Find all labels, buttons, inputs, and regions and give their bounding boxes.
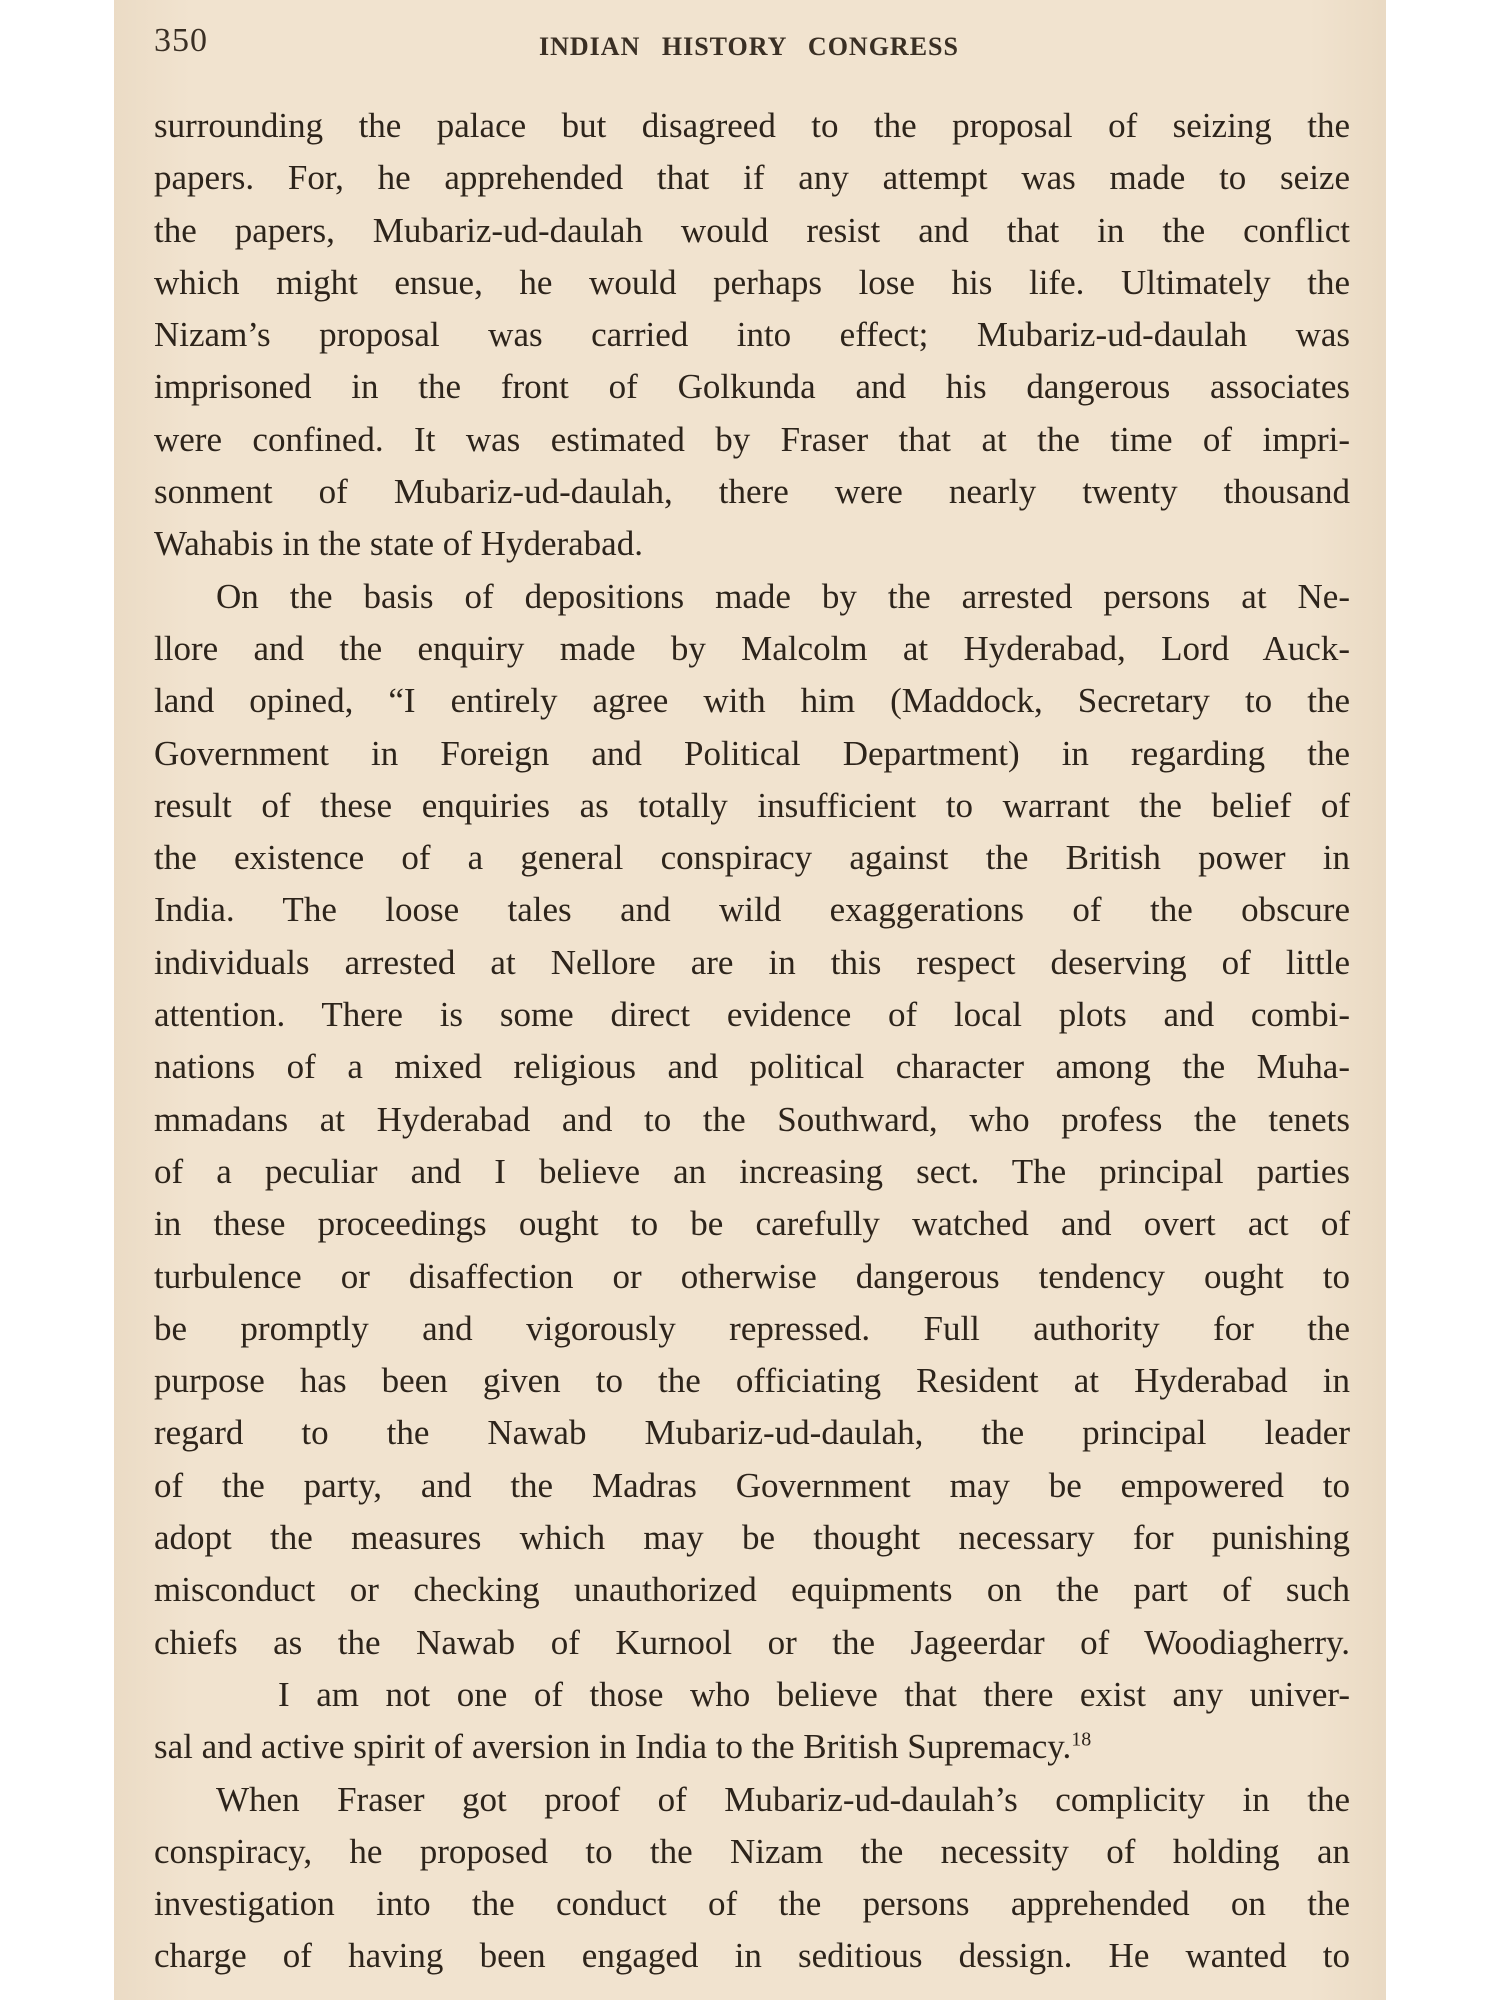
text-line: chiefs as the Nawab of Kurnool or the Jageerdar of Woodiagherry. bbox=[154, 1622, 1350, 1662]
text-line: adopt the measures which may be thought necessary for punishing bbox=[154, 1518, 1350, 1558]
text-line: attention. There is some direct evidence of local plots and combi- bbox=[154, 995, 1350, 1035]
text-line: llore and the enquiry made by Malcolm at Hyderabad, Lord Auck- bbox=[154, 628, 1350, 668]
text-line: individuals arrested at Nellore are in this respect deserving of little bbox=[154, 942, 1350, 982]
text-line: were confined. It was estimated by Fraser that at the time of impri- bbox=[154, 419, 1350, 459]
text-line: India. The loose tales and wild exaggerations of the obscure bbox=[154, 890, 1350, 930]
footnote-marker: 18 bbox=[1071, 1728, 1092, 1751]
text-line: of a peculiar and I believe an increasing sect. The principal parties bbox=[154, 1151, 1350, 1191]
text-line: papers. For, he apprehended that if any attempt was made to seize bbox=[154, 158, 1350, 198]
text-line: On the basis of depositions made by the arrested persons at Ne- bbox=[216, 576, 1350, 616]
text-line: be promptly and vigorously repressed. Full authority for the bbox=[154, 1308, 1350, 1348]
text-line-content: sal and active spirit of aversion in India to the British Supremacy. bbox=[154, 1727, 1072, 1767]
text-line: I am not one of those who believe that there exist any univer- bbox=[278, 1674, 1350, 1714]
text-line: of the party, and the Madras Government may be empowered to bbox=[154, 1465, 1350, 1505]
text-line: result of these enquiries as totally insufficient to warrant the belief of bbox=[154, 785, 1350, 825]
text-line: sonment of Mubariz-ud-daulah, there were nearly twenty thousand bbox=[154, 472, 1350, 512]
text-line: in these proceedings ought to be carefully watched and overt act of bbox=[154, 1204, 1350, 1244]
text-line: regard to the Nawab Mubariz-ud-daulah, the principal leader bbox=[154, 1413, 1350, 1453]
text-line: the existence of a general conspiracy against the British power in bbox=[154, 838, 1350, 878]
text-line: Government in Foreign and Political Department) in regarding the bbox=[154, 733, 1350, 773]
body-text bbox=[154, 100, 1350, 1983]
text-line: surrounding the palace but disagreed to the proposal of seizing the bbox=[154, 106, 1350, 145]
text-line: nations of a mixed religious and political character among the Muha- bbox=[154, 1047, 1350, 1087]
text-line: purpose has been given to the officiating Resident at Hyderabad in bbox=[154, 1361, 1350, 1401]
running-head: INDIAN HISTORY CONGRESS bbox=[539, 32, 959, 61]
scanned-page bbox=[114, 0, 1386, 2000]
text-line: imprisoned in the front of Golkunda and his dangerous associates bbox=[154, 367, 1350, 407]
text-line bbox=[154, 1721, 1350, 1773]
text-line: Nizam’s proposal was carried into effect; Mubariz-ud-daulah was bbox=[154, 315, 1350, 355]
text-line: Wahabis in the state of Hyderabad. bbox=[154, 524, 643, 564]
text-line: turbulence or disaffection or otherwise dangerous tendency ought to bbox=[154, 1256, 1350, 1296]
text-line: land opined, “I entirely agree with him (Maddock, Secretary to the bbox=[154, 681, 1350, 721]
page-header bbox=[154, 22, 1344, 72]
page-number: 350 bbox=[154, 22, 208, 59]
text-line: which might ensue, he would perhaps lose his life. Ultimately the bbox=[154, 262, 1350, 302]
text-line: investigation into the conduct of the persons apprehended on the bbox=[154, 1884, 1350, 1924]
text-line: charge of having been engaged in seditious dessign. He wanted to bbox=[154, 1936, 1350, 1976]
text-line: mmadans at Hyderabad and to the Southward, who profess the tenets bbox=[154, 1099, 1350, 1139]
text-line: misconduct or checking unauthorized equipments on the part of such bbox=[154, 1570, 1350, 1610]
text-line: the papers, Mubariz-ud-daulah would resist and that in the conflict bbox=[154, 210, 1350, 250]
text-line: When Fraser got proof of Mubariz-ud-daulah’s complicity in the bbox=[216, 1779, 1350, 1819]
text-line: conspiracy, he proposed to the Nizam the necessity of holding an bbox=[154, 1831, 1350, 1871]
